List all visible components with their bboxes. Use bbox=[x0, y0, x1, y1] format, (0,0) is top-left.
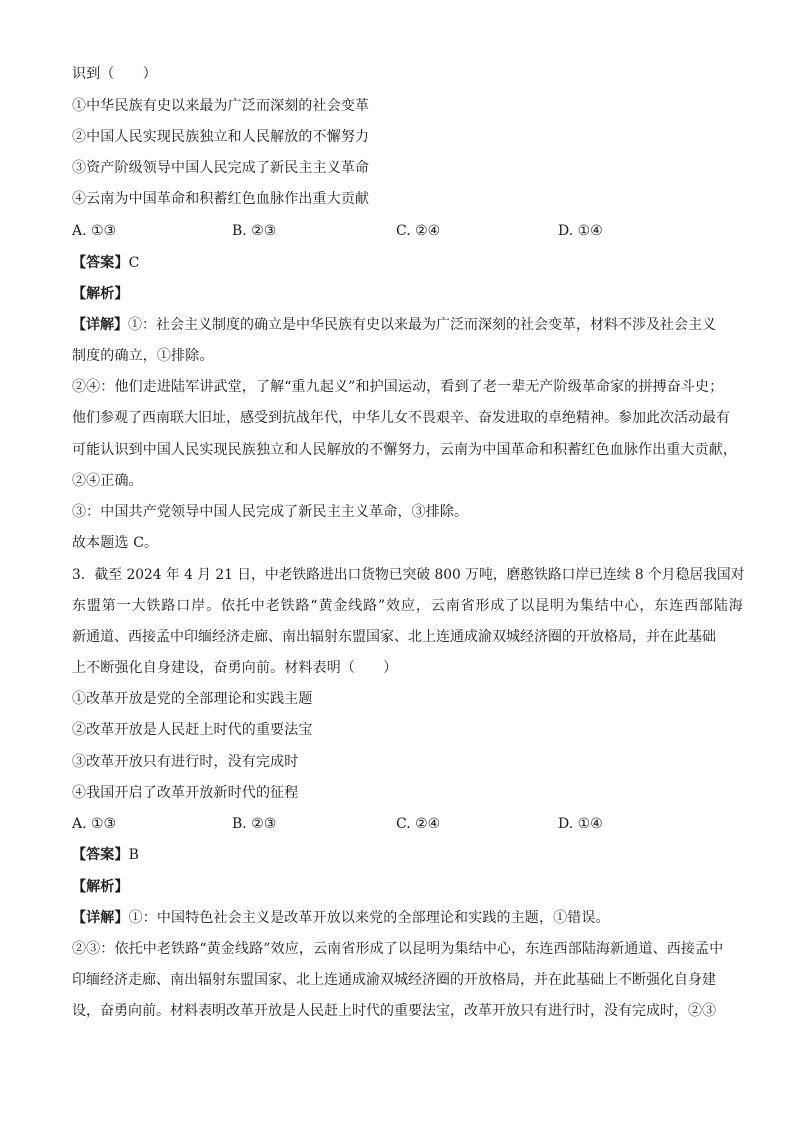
q3-explanation-2: ②③：依托中老铁路“黄金线路”效应，云南省形成了以昆明为集结中心，东连西部陆海新通道、西接孟中 bbox=[72, 941, 724, 957]
q2-detail-label: 【详解】 bbox=[72, 317, 128, 333]
q2-options bbox=[72, 221, 672, 241]
q3-stem-line-4: 上不断强化自身建设，奋勇向前。材料表明（ ） bbox=[72, 660, 398, 676]
q3-stem-line-3: 新通道、西接孟中印缅经济走廊、南出辐射东盟国家、北上连通成渝双城经济圈的开放格局，并在此基础 bbox=[72, 629, 716, 645]
q2-option-a: A. ①③ bbox=[72, 223, 117, 239]
q3-option-c: C. ②④ bbox=[396, 816, 441, 832]
q2-stem-tail: 识到（ ） bbox=[72, 66, 157, 82]
q2-explanation-8: 故本题选 C。 bbox=[72, 535, 159, 551]
q3-answer-value: B bbox=[128, 847, 140, 863]
q3-explanation-1 bbox=[72, 908, 610, 928]
q3-item-4: ④我国开启了改革开放新时代的征程 bbox=[72, 785, 299, 801]
q2-answer bbox=[72, 253, 139, 273]
q2-explanation-3: ②④：他们走进陆军讲武堂，了解“重九起义”和护国运动，看到了老一辈无产阶级革命家的拼搏奋斗史； bbox=[72, 379, 724, 395]
q2-explanation-5: 可能认识到中国人民实现民族独立和人民解放的不懈努力，云南为中国革命和积蓄红色血脉作出重大贡献， bbox=[72, 442, 738, 458]
q3-analysis-label: 【解析】 bbox=[72, 879, 129, 895]
q2-explanation-6: ②④正确。 bbox=[72, 473, 143, 489]
q3-item-1: ①改革开放是党的全部理论和实践主题 bbox=[72, 691, 313, 707]
q2-explanation-4: 他们参观了西南联大旧址，感受到抗战年代，中华儿女不畏艰辛、奋发进取的卓绝精神。参加此次活动最有 bbox=[72, 410, 730, 426]
q2-option-d: D. ①④ bbox=[558, 223, 603, 239]
q2-answer-label: 【答案】 bbox=[72, 255, 129, 271]
q3-item-2: ②改革开放是人民赶上时代的重要法宝 bbox=[72, 722, 313, 738]
q2-explanation-2: 制度的确立，①排除。 bbox=[72, 348, 214, 364]
q3-explanation-3: 印缅经济走廊、南出辐射东盟国家、北上连通成渝双城经济圈的开放格局，并在此基础上不断强化自身建 bbox=[72, 972, 716, 988]
q3-answer bbox=[72, 845, 139, 865]
q3-option-d: D. ①④ bbox=[558, 816, 603, 832]
q2-item-4: ④云南为中国革命和积蓄红色血脉作出重大贡献 bbox=[72, 191, 370, 207]
q2-explanation-7: ③：中国共产党领导中国人民完成了新民主主义革命，③排除。 bbox=[72, 504, 469, 520]
q3-option-a: A. ①③ bbox=[72, 816, 117, 832]
q2-explanation-1 bbox=[72, 315, 716, 335]
q3-answer-label: 【答案】 bbox=[72, 847, 129, 863]
q3-option-b: B. ②③ bbox=[232, 816, 277, 832]
q3-explanation-4: 设，奋勇向前。材料表明改革开放是人民赶上时代的重要法宝，改革开放只有进行时，没有完成时，②③ bbox=[72, 1003, 716, 1019]
q3-detail-label: 【详解】 bbox=[72, 910, 129, 926]
q2-option-b: B. ②③ bbox=[232, 223, 277, 239]
q3-explanation-line: ①：中国特色社会主义是改革开放以来党的全部理论和实践的主题，①错误。 bbox=[128, 910, 610, 926]
q2-option-c: C. ②④ bbox=[396, 223, 441, 239]
q2-answer-value: C bbox=[128, 255, 140, 271]
q2-explanation-line: ①：社会主义制度的确立是中华民族有史以来最为广泛而深刻的社会变革，材料不涉及社会主义 bbox=[128, 317, 716, 333]
q3-stem-line-1: 3．截至 2024 年 4 月 21 日，中老铁路进出口货物已突破 800 万吨，磨憨铁路口岸已连续 8 个月稳居我国对 bbox=[72, 567, 745, 583]
q3-item-3: ③改革开放只有进行时，没有完成时 bbox=[72, 754, 299, 770]
q3-options bbox=[72, 814, 672, 834]
q2-item-1: ①中华民族有史以来最为广泛而深刻的社会变革 bbox=[72, 98, 370, 114]
q2-item-2: ②中国人民实现民族独立和人民解放的不懈努力 bbox=[72, 129, 370, 145]
q3-stem-line-2: 东盟第一大铁路口岸。依托中老铁路“黄金线路”效应，云南省形成了以昆明为集结中心，东连西部陆海 bbox=[72, 598, 744, 614]
q2-item-3: ③资产阶级领导中国人民完成了新民主主义革命 bbox=[72, 160, 370, 176]
q2-analysis-label: 【解析】 bbox=[72, 286, 129, 302]
